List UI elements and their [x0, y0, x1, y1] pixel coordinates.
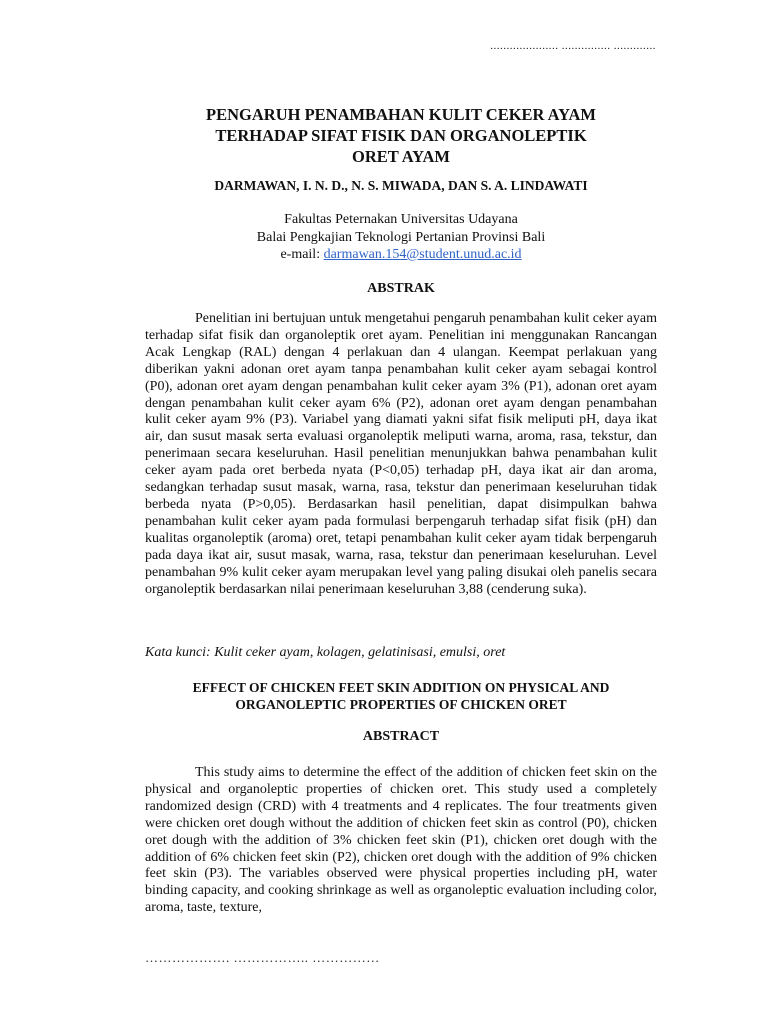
keywords-line: Kata kunci: Kulit ceker ayam, kolagen, gelatinisasi, emulsi, oret	[145, 645, 506, 660]
author-list: DARMAWAN, I. N. D., N. S. MIWADA, DAN S. A. LINDAWATI	[214, 178, 588, 193]
paper-title	[145, 104, 657, 167]
abstrak-body: Penelitian ini bertujuan untuk mengetahui pengaruh penambahan kulit ceker ayam terhadap sifat fisik dan organoleptik oret ayam. Penelitian ini menggunakan Rancangan Acak Lengkap (RAL) dengan 4 perlakuan dan 4 ulangan. Keempat perlakuan yang diberikan yakni adonan oret ayam tanpa penambahan kulit ceker ayam sebagai kontrol (P0), adonan oret ayam dengan penambahan kulit ceker ayam 3% (P1), adonan oret ayam dengan penambahan kulit ceker ayam 6% (P2), adonan oret ayam dengan penambahan kulit ceker ayam 9% (P3). Variabel yang diamati yakni sifat fisik meliputi pH, daya ikat air, dan susut masak serta evaluasi organoleptik meliputi warna, aroma, rasa, tekstur, dan penerimaan secara keseluruhan. Hasil penelitian menunjukkan bahwa penambahan kulit ceker ayam pada oret berbeda nyata (P<0,05) terhadap pH, daya ikat air dan aroma, sedangkan terhadap susut masak, warna, rasa, tekstur dan penerimaan keseluruhan tidak berbeda nyata (P>0,05). Berdasarkan hasil penelitian, dapat disimpulkan bahwa penambahan kulit ceker ayam pada formulasi berpengaruh terhadap sifat fisik (pH) dan kualitas organoleptik (aroma) oret, tetapi penambahan kulit ceker ayam tidak berpengaruh pada daya ikat air, susut masak, warna, rasa, tekstur dan penerimaan keseluruhan. Level penambahan 9% kulit ceker ayam merupakan level yang paling disukai oleh panelis secara organoleptik berdasarkan nilai penerimaan keseluruhan 3,88 (cenderung suka).	[145, 311, 657, 597]
abstrak-paragraph	[145, 311, 657, 598]
title-line-2: TERHADAP SIFAT FISIK DAN ORGANOLEPTIK	[215, 126, 587, 145]
affiliation-faculty: Fakultas Peternakan Universitas Udayana	[284, 212, 518, 227]
affiliation-block	[145, 211, 657, 264]
abstract-paragraph	[145, 765, 657, 917]
title-line-3: ORET AYAM	[352, 147, 450, 166]
english-title-line-2: ORGANOLEPTIC PROPERTIES OF CHICKEN ORET	[235, 696, 567, 712]
english-title	[145, 680, 657, 713]
footer-placeholder-dots: ………………. …………….. ……………	[145, 950, 380, 965]
english-title-line-1: EFFECT OF CHICKEN FEET SKIN ADDITION ON PHYSICAL AND	[192, 680, 610, 695]
title-line-1: PENGARUH PENAMBAHAN KULIT CEKER AYAM	[206, 105, 596, 124]
email-label: e-mail:	[280, 247, 324, 262]
abstrak-heading: ABSTRAK	[367, 281, 435, 296]
abstract-heading: ABSTRACT	[362, 729, 440, 744]
header-placeholder-dots: ..................... ............... .............	[490, 40, 656, 52]
abstract-body: This study aims to determine the effect of the addition of chicken feet skin on the physical and organoleptic properties of chicken oret. This study used a completely randomized design (CRD) with 4 treatments and 4 replicates. The four treatments given were chicken oret dough without the addition of chicken feet skin as control (P0), chicken oret dough with the addition of 3% chicken feet skin (P1), chicken oret dough with the addition of 6% chicken feet skin (P2), chicken oret dough with the addition of 9% chicken feet skin (P3). The variables observed were physical properties including pH, water binding capacity, and cooking shrinkage as well as organoleptic evaluation including color, aroma, taste, texture,	[145, 765, 657, 916]
email-link[interactable]: darmawan.154@student.unud.ac.id	[323, 247, 522, 262]
email-line	[145, 246, 657, 264]
affiliation-institute: Balai Pengkajian Teknologi Pertanian Provinsi Bali	[256, 229, 546, 245]
